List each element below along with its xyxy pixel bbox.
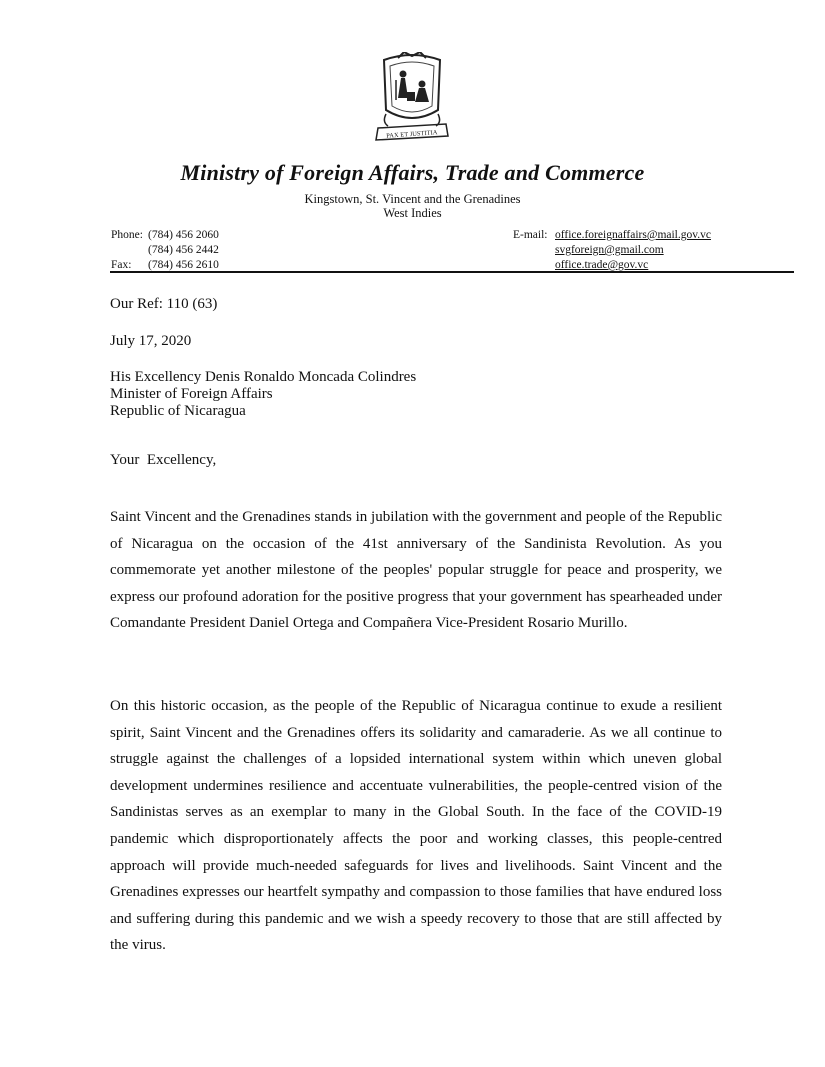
header-divider xyxy=(110,271,794,273)
address-line-1: Kingstown, St. Vincent and the Grenadines xyxy=(304,192,521,206)
phone-1: (784) 456 2060 xyxy=(148,229,219,241)
ministry-name: Ministry of Foreign Affairs, Trade and Commerce xyxy=(180,160,645,185)
recipient-name: His Excellency Denis Ronaldo Moncada Colindres xyxy=(110,369,417,385)
recipient-block xyxy=(110,369,416,420)
email-link-1[interactable]: office.foreignaffairs@mail.gov.vc xyxy=(555,229,711,241)
email-link-3[interactable]: office.trade@gov.vc xyxy=(555,259,649,271)
email-block xyxy=(513,228,711,273)
salutation: Your Excellency, xyxy=(110,452,217,468)
fax-number: (784) 456 2610 xyxy=(148,259,219,271)
fax-label: Fax: xyxy=(111,259,132,271)
coat-of-arms-icon xyxy=(372,52,452,148)
phone-2: (784) 456 2442 xyxy=(148,244,219,256)
address-line-2: West Indies xyxy=(383,206,442,220)
letter-date: July 17, 2020 xyxy=(110,333,192,349)
phone-label: Phone: xyxy=(111,229,143,241)
email-link-2[interactable]: svgforeign@gmail.com xyxy=(555,244,664,256)
body-paragraph-1: Saint Vincent and the Grenadines stands in jubilation with the government and people of the Republic of Nicaragua on the occasion of the 41st anniversary of the Sandinista Revolution. As you commemorate yet another milestone of the peoples' popular struggle for peace and prosperity, we express our profound adoration for the positive progress that your government has spearheaded under Comandante President Daniel Ortega and Compañera Vice-President Rosario Murillo. xyxy=(110,509,722,632)
recipient-country: Republic of Nicaragua xyxy=(110,403,246,419)
body-paragraph-2: On this historic occasion, as the people of the Republic of Nicaragua continue to exude a resilient spirit, Saint Vincent and the Grenadines offers its solidarity and camaraderie. As we all continue to struggle against the challenges of a lopsided international system within which uneven global development undermines resilience and accentuate vulnerabilities, the people-centred vision of the Sandinistas serves as an exemplar to many in the Global South. In the face of the COVID-19 pandemic which disproportionately affects the poor and working classes, this people-centred approach will provide much-needed safeguards for lives and livelihoods. Saint Vincent and the Grenadines expresses our heartfelt sympathy and compassion to those families that have endured loss and suffering during this pandemic and we wish a speedy recovery to those that are still affected by the virus. xyxy=(110,698,722,954)
recipient-title: Minister of Foreign Affairs xyxy=(110,386,273,402)
svg-text:PAX ET JUSTITIA: PAX ET JUSTITIA xyxy=(386,129,438,140)
phone-block xyxy=(111,228,219,273)
email-label: E-mail: xyxy=(513,229,548,241)
reference-number: Our Ref: 110 (63) xyxy=(110,296,218,312)
